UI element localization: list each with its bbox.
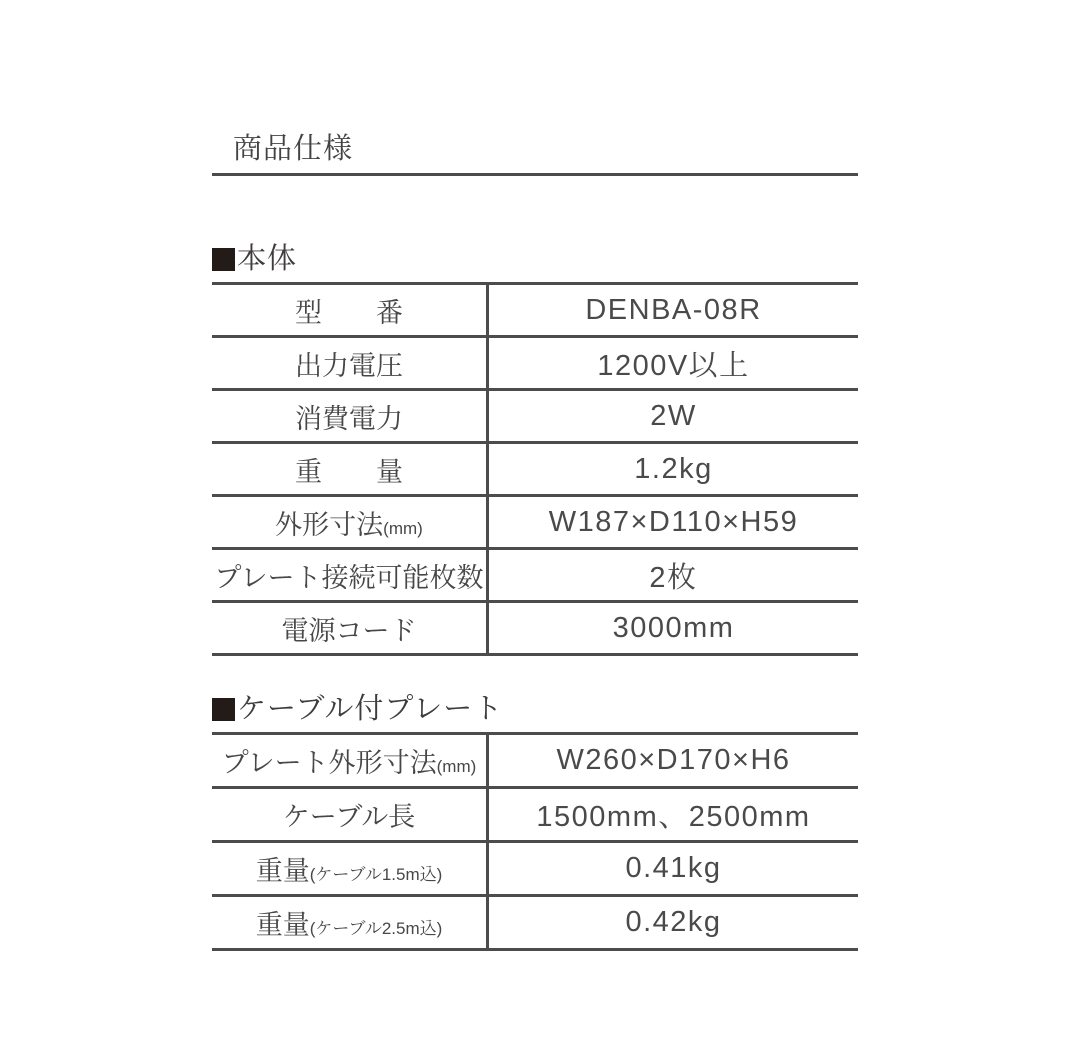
spec-label-text: 重 量 [295, 456, 403, 487]
spec-label-text: 型 番 [295, 297, 403, 328]
black-square-icon [212, 248, 235, 271]
spec-label-suffix: (ケーブル1.5m込) [309, 865, 443, 884]
spec-label [212, 896, 488, 950]
spec-row [212, 337, 858, 390]
spec-value: W260×D170×H6 [556, 744, 791, 776]
spec-label-text: 外形寸法 [275, 509, 384, 540]
spec-value: 1.2kg [634, 452, 713, 485]
spec-value: 0.41kg [625, 852, 722, 884]
spec-row [212, 496, 858, 549]
spec-value: 2枚 [649, 561, 698, 594]
spec-row [212, 788, 858, 842]
spec-label [212, 788, 488, 842]
spec-label [212, 284, 488, 337]
spec-label-text: 電源コード [281, 615, 417, 646]
spec-table-cable-plate [212, 732, 858, 951]
spec-label-text: 出力電圧 [295, 350, 403, 381]
section-cable-plate [212, 694, 858, 951]
spec-label [212, 337, 488, 390]
spec-value: 2W [650, 399, 697, 432]
section-header-cable-plate [212, 694, 858, 724]
spec-label-suffix: (mm) [436, 757, 477, 776]
spec-label [212, 734, 488, 788]
spec-label-suffix: (ケーブル2.5m込) [309, 919, 443, 938]
spec-label-text: ケーブル長 [282, 802, 416, 832]
spec-row [212, 284, 858, 337]
section-main-unit [212, 244, 858, 656]
spec-value: W187×D110×H59 [548, 505, 799, 538]
spec-row [212, 443, 858, 496]
section-header-label: ケーブル付プレート [237, 693, 504, 725]
spec-label [212, 496, 488, 549]
spec-row [212, 842, 858, 896]
spec-label-text: プレート接続可能枚数 [214, 562, 484, 593]
spec-label-suffix: (mm) [383, 518, 423, 538]
spec-row [212, 896, 858, 950]
spec-row [212, 390, 858, 443]
section-header-main-unit [212, 244, 858, 274]
spec-sheet-content [212, 134, 858, 951]
spec-label-text: 消費電力 [295, 403, 403, 434]
spec-row [212, 549, 858, 602]
spec-label [212, 390, 488, 443]
black-square-icon [212, 698, 235, 721]
spec-label [212, 443, 488, 496]
spec-label-text: 重量 [255, 856, 310, 886]
spec-table-main-unit [212, 282, 858, 656]
spec-label-text: プレート外形寸法 [221, 748, 437, 778]
spec-label [212, 549, 488, 602]
spec-value: 1500mm、2500mm [536, 801, 811, 833]
spec-label [212, 842, 488, 896]
section-header-label: 本体 [237, 243, 298, 275]
spec-row [212, 734, 858, 788]
spec-value: 0.42kg [625, 906, 722, 938]
spec-value: 1200V以上 [597, 349, 750, 382]
spec-row [212, 602, 858, 655]
spec-value: 3000mm [612, 611, 735, 644]
spec-label [212, 602, 488, 655]
spec-value: DENBA-08R [585, 293, 762, 326]
spec-label-text: 重量 [255, 910, 310, 940]
page-title: 商品仕様 [212, 134, 858, 176]
